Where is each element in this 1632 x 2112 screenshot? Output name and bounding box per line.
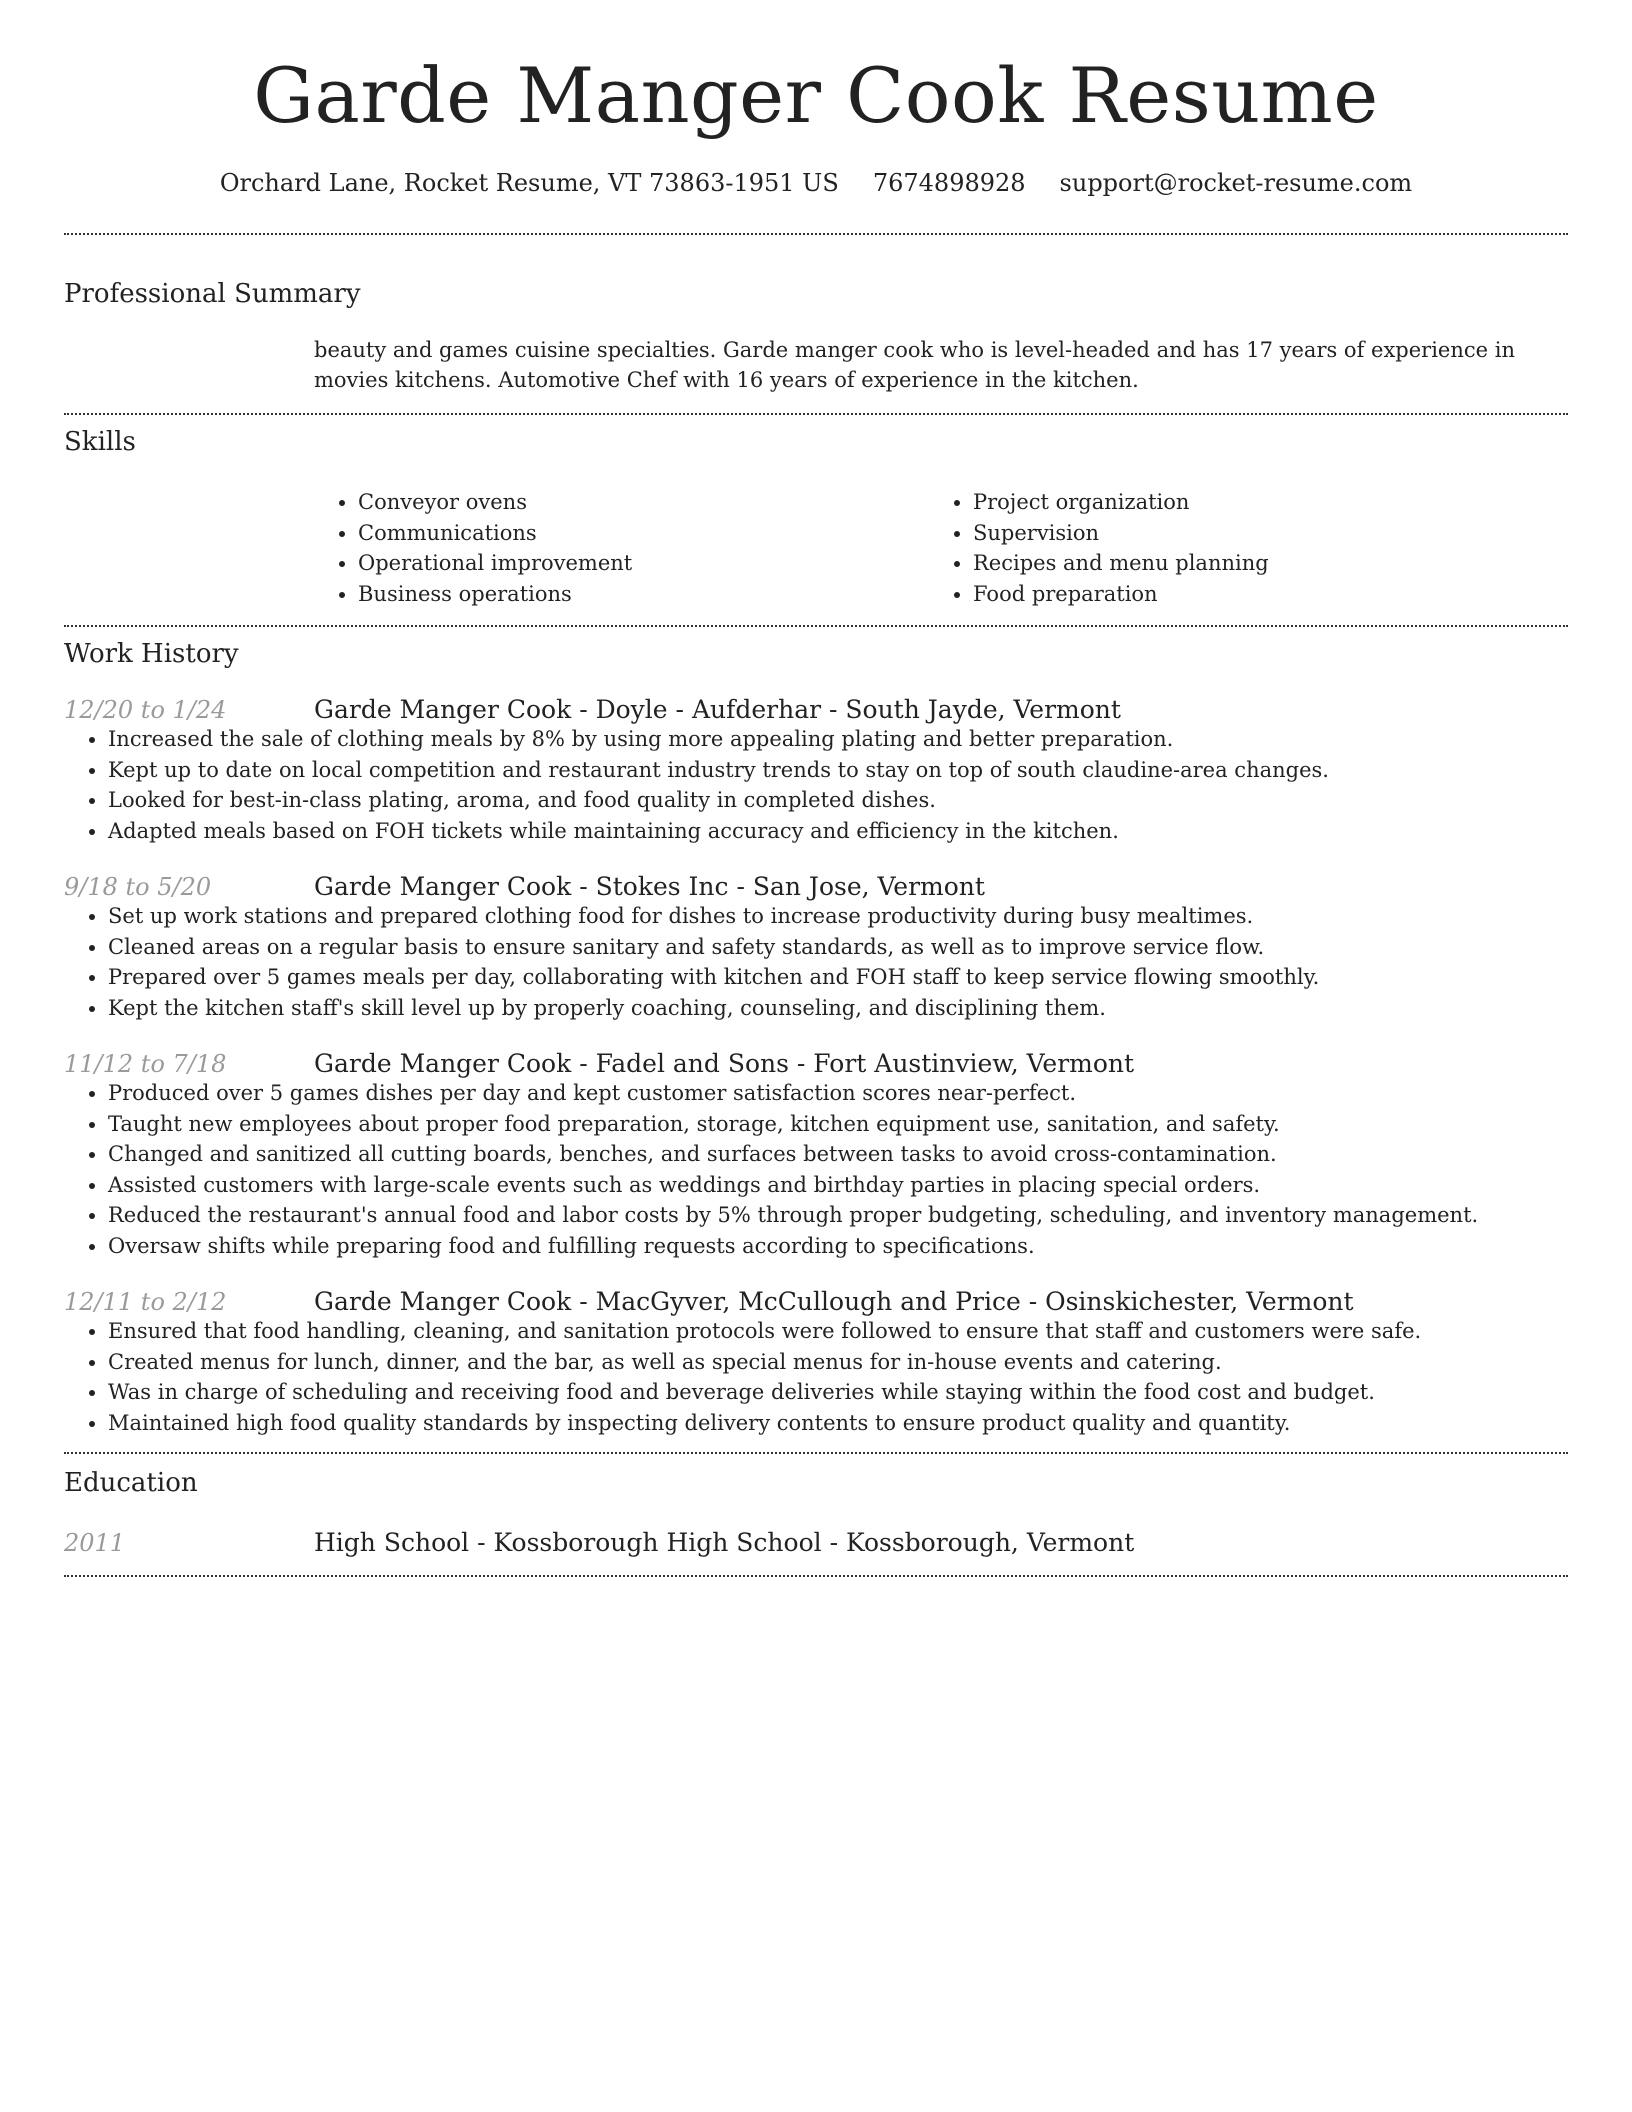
education-year: 2011 — [64, 1529, 126, 1558]
job-bullets — [64, 724, 1568, 846]
divider — [64, 233, 1568, 235]
work-history-heading: Work History — [64, 639, 239, 670]
job-entry — [64, 1049, 1568, 1261]
job-title: Garde Manger Cook - Stokes Inc - San Jose, Vermont — [314, 872, 985, 902]
contact-address: Orchard Lane, Rocket Resume, VT 73863-1951 US — [219, 169, 839, 198]
job-bullet: • Oversaw shifts while preparing food and fulfilling requests according to specifications. — [108, 1231, 1558, 1262]
job-bullets — [64, 901, 1568, 1023]
divider — [64, 1575, 1568, 1577]
job-dates: 12/20 to 1/24 — [64, 696, 227, 725]
job-title: Garde Manger Cook - Doyle - Aufderhar - South Jayde, Vermont — [314, 695, 1121, 725]
job-dates: 11/12 to 7/18 — [64, 1050, 227, 1079]
job-bullets — [64, 1316, 1568, 1438]
job-dates: 12/11 to 2/12 — [64, 1288, 227, 1317]
skills-heading: Skills — [64, 427, 136, 458]
contact-phone: 7674898928 — [872, 169, 1026, 198]
skills-column-left — [314, 487, 929, 609]
job-bullet: • Was in charge of scheduling and receiving food and beverage deliveries while staying within the food cost and budget. — [108, 1377, 1558, 1408]
job-bullet: • Kept the kitchen staff's skill level up by properly coaching, counseling, and disciplining them. — [108, 993, 1558, 1024]
job-bullet: • Maintained high food quality standards by inspecting delivery contents to ensure product quality and quantity. — [108, 1408, 1558, 1439]
job-bullet: • Changed and sanitized all cutting boards, benches, and surfaces between tasks to avoid cross-contamination. — [108, 1139, 1558, 1170]
skills-list — [314, 487, 1568, 609]
job-bullet: • Created menus for lunch, dinner, and the bar, as well as special menus for in-house events and catering. — [108, 1347, 1558, 1378]
job-title: Garde Manger Cook - Fadel and Sons - Fort Austinview, Vermont — [314, 1049, 1135, 1079]
job-bullet: • Taught new employees about proper food preparation, storage, kitchen equipment use, sanitation, and safety. — [108, 1109, 1558, 1140]
skill-item: • Conveyor ovens — [358, 487, 929, 518]
job-bullet: • Reduced the restaurant's annual food and labor costs by 5% through proper budgeting, scheduling, and inventory management. — [108, 1200, 1558, 1231]
divider — [64, 413, 1568, 415]
skills-column-right — [929, 487, 1489, 609]
education-school: High School - Kossborough High School - Kossborough, Vermont — [314, 1528, 1135, 1558]
skill-item: • Business operations — [358, 579, 929, 610]
skill-item: • Food preparation — [973, 579, 1489, 610]
job-bullet: • Adapted meals based on FOH tickets while maintaining accuracy and efficiency in the kitchen. — [108, 816, 1558, 847]
education-entry — [64, 1528, 1568, 1557]
job-bullet: • Increased the sale of clothing meals by 8% by using more appealing plating and better preparation. — [108, 724, 1558, 755]
summary-heading: Professional Summary — [64, 279, 361, 310]
job-entry — [64, 1287, 1568, 1438]
job-dates: 9/18 to 5/20 — [64, 873, 212, 902]
education-heading: Education — [64, 1468, 198, 1499]
contact-email: support@rocket-resume.com — [1059, 169, 1413, 198]
skill-item: • Project organization — [973, 487, 1489, 518]
job-bullet: • Produced over 5 games dishes per day and kept customer satisfaction scores near-perfect. — [108, 1078, 1558, 1109]
job-bullets — [64, 1078, 1568, 1261]
job-bullet: • Looked for best-in-class plating, aroma, and food quality in completed dishes. — [108, 785, 1558, 816]
job-bullet: • Assisted customers with large-scale events such as weddings and birthday parties in placing special orders. — [108, 1170, 1558, 1201]
skill-item: • Supervision — [973, 518, 1489, 549]
divider — [64, 1452, 1568, 1454]
summary-text: beauty and games cuisine specialties. Garde manger cook who is level-headed and has 17 years of experience in movies kitchens. Automotive Chef with 16 years of experience in the kitchen. — [314, 338, 1515, 393]
job-bullet: • Set up work stations and prepared clothing food for dishes to increase productivity during busy mealtimes. — [108, 901, 1558, 932]
resume-title: Garde Manger Cook Resume — [253, 51, 1379, 140]
job-bullet: • Cleaned areas on a regular basis to ensure sanitary and safety standards, as well as to improve service flow. — [108, 932, 1558, 963]
job-bullet: • Prepared over 5 games meals per day, collaborating with kitchen and FOH staff to keep service flowing smoothly. — [108, 962, 1558, 993]
job-bullet: • Kept up to date on local competition and restaurant industry trends to stay on top of south claudine-area changes. — [108, 755, 1558, 786]
skill-item: • Communications — [358, 518, 929, 549]
divider — [64, 625, 1568, 627]
job-title: Garde Manger Cook - MacGyver, McCullough and Price - Osinskichester, Vermont — [314, 1287, 1354, 1317]
skill-item: • Operational improvement — [358, 548, 929, 579]
job-entry — [64, 872, 1568, 1023]
skill-item: • Recipes and menu planning — [973, 548, 1489, 579]
contact-line — [64, 169, 1568, 197]
job-entry — [64, 695, 1568, 846]
job-bullet: • Ensured that food handling, cleaning, and sanitation protocols were followed to ensure that staff and customers were safe. — [108, 1316, 1558, 1347]
